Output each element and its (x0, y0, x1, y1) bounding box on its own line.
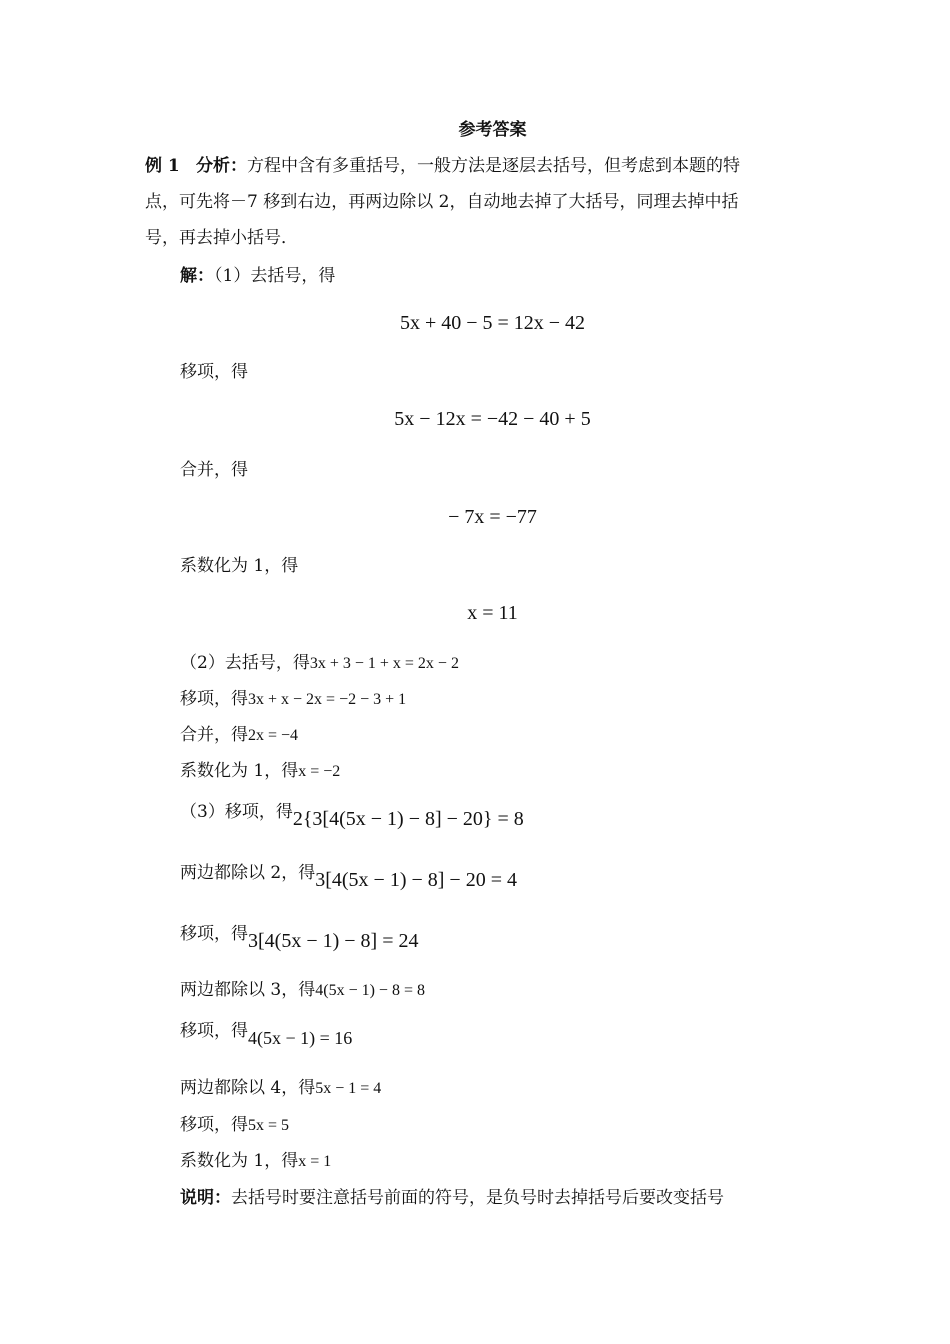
part3-step6 (180, 1078, 381, 1099)
part3-equation-4: 4(5x − 1) − 8 = 8 (315, 982, 425, 999)
part3-equation-3: 3[4(5x − 1) − 8] = 24 (248, 930, 419, 952)
part1-equation-1: 5x + 40 − 5 = 12x − 42 (399, 312, 586, 334)
part3-equation-2: 3[4(5x − 1) − 8] − 20 = 4 (315, 869, 517, 891)
example-analysis-line-1 (145, 156, 740, 176)
part3-step7 (180, 1115, 289, 1136)
part3-equation-6: 5x − 1 = 4 (315, 1080, 382, 1097)
part1-step2: 移项，得 (180, 362, 248, 382)
part2-step1 (180, 653, 459, 674)
part2-step4 (180, 761, 340, 782)
part3-equation-5: 4(5x − 1) = 16 (248, 1028, 353, 1048)
part3-step1 (180, 801, 524, 830)
part2-step2-text: 移项，得 (180, 689, 248, 709)
example-analysis-line-2: 点，可先将－7 移到右边，再两边除以 2，自动地去掉了大括号，同理去掉中括 (145, 192, 739, 212)
part1-step4: 系数化为 1，得 (180, 556, 299, 576)
note-label: 说明： (180, 1188, 231, 1208)
note-line (180, 1188, 724, 1208)
part3-equation-8: x = 1 (298, 1153, 332, 1170)
part1-step1 (180, 266, 335, 286)
part1-step1-text: （1）去括号，得 (214, 266, 336, 286)
part2-step3-text: 合并，得 (180, 725, 248, 745)
part3-step1-text: （3）移项，得 (180, 802, 293, 822)
part3-step3 (180, 923, 419, 952)
part3-step8-text: 系数化为 1，得 (180, 1151, 299, 1171)
part3-step2 (180, 862, 517, 891)
part2-equation-2: 3x + x − 2x = −2 − 3 + 1 (248, 691, 407, 708)
part2-step3 (180, 725, 298, 746)
part1-equation-3: − 7x = −77 (448, 506, 537, 528)
part3-equation-1: 2{3[4(5x − 1) − 8] − 20} = 8 (292, 808, 524, 830)
part3-step4-text: 两边都除以 3，得 (180, 980, 316, 1000)
part3-step3-text: 移项，得 (180, 924, 248, 944)
part1-step3: 合并，得 (180, 460, 248, 480)
part3-step7-text: 移项，得 (180, 1115, 248, 1135)
example-label: 例 1 (145, 156, 180, 176)
part2-step2 (180, 689, 406, 710)
part3-step4 (180, 980, 425, 1001)
part1-equation-2: 5x − 12x = −42 − 40 + 5 (394, 408, 591, 430)
part3-step5 (180, 1020, 353, 1048)
solution-label: 解： (180, 266, 214, 286)
part3-step2-text: 两边都除以 2，得 (180, 863, 316, 883)
part3-step8 (180, 1151, 331, 1172)
part1-equation-4: x = 11 (467, 602, 518, 624)
part3-step5-text: 移项，得 (180, 1021, 248, 1041)
part3-step6-text: 两边都除以 4，得 (180, 1078, 316, 1098)
analysis-label: 分析： (195, 156, 247, 176)
part2-equation-3: 2x = −4 (248, 727, 299, 744)
analysis-text-1: 方程中含有多重括号，一般方法是逐层去括号，但考虑到本题的特 (246, 156, 740, 176)
part3-equation-7: 5x = 5 (248, 1117, 290, 1134)
part2-step4-text: 系数化为 1，得 (180, 761, 299, 781)
note-text: 去括号时要注意括号前面的符号，是负号时去掉括号后要改变括号 (231, 1188, 724, 1208)
page-title: 参考答案 (458, 120, 527, 140)
part2-step1-text: （2）去括号，得 (180, 653, 310, 673)
part2-equation-1: 3x + 3 − 1 + x = 2x − 2 (309, 655, 459, 672)
example-analysis-line-3: 号，再去掉小括号． (145, 228, 298, 248)
part2-equation-4: x = −2 (298, 763, 341, 780)
